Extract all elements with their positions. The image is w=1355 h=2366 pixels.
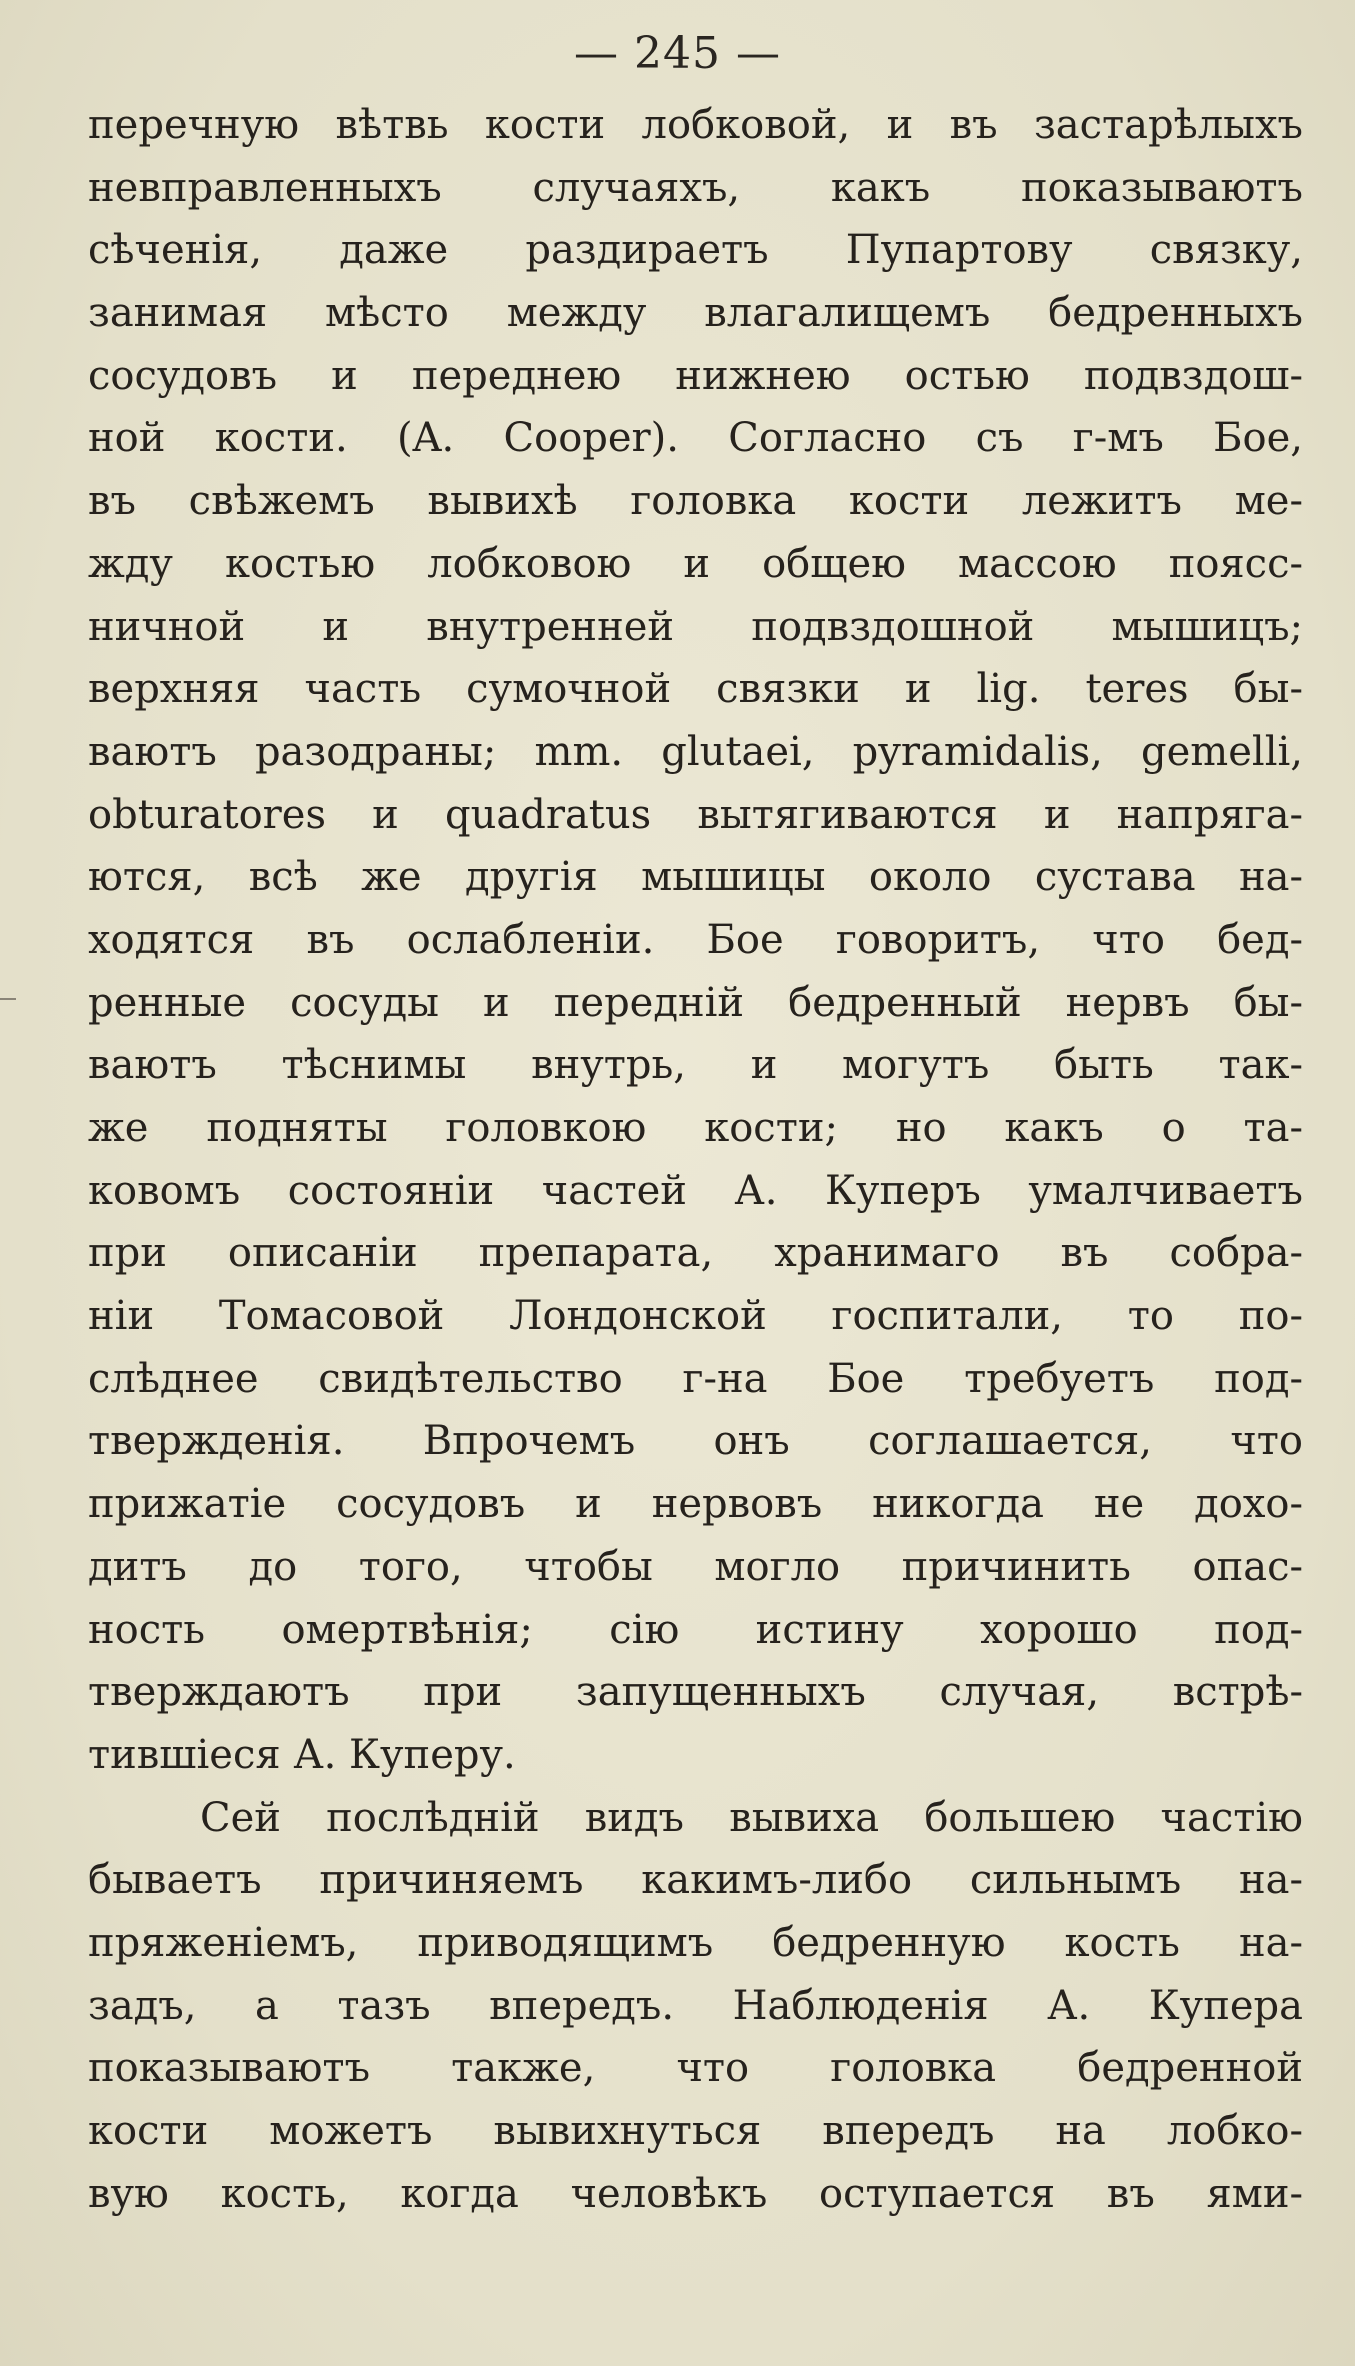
- text-line: ность омертвѣнія; сію истину хорошо под-: [88, 1606, 1303, 1653]
- text-line: сѣченія, даже раздираетъ Пупартову связку,: [88, 227, 1303, 274]
- text-line: жду костью лобковою и общею массою поясс-: [88, 540, 1303, 587]
- text-line: слѣднее свидѣтельство г-на Бое требуетъ под-: [88, 1355, 1303, 1402]
- text-line: ничной и внутренней подвздошной мышицъ;: [88, 603, 1303, 650]
- text-line: бываетъ причиняемъ какимъ-либо сильнымъ на-: [88, 1857, 1303, 1904]
- text-line: невправленныхъ случаяхъ, какъ показываютъ: [88, 164, 1303, 211]
- text-line: сосудовъ и переднею нижнею остью подвздош-: [88, 352, 1303, 399]
- text-line: пряженіемъ, приводящимъ бедренную кость на-: [88, 1919, 1303, 1966]
- text-line: obturatores и quadratus вытягиваются и напряга-: [88, 791, 1303, 838]
- text-line: прижатіе сосудовъ и нервовъ никогда не дохо-: [88, 1481, 1303, 1528]
- text-line: ваютъ тѣснимы внутрь, и могутъ быть так-: [88, 1042, 1303, 1089]
- text-line: при описаніи препарата, хранимаго въ собра-: [88, 1230, 1303, 1277]
- text-line: тверждаютъ при запущенныхъ случая, встрѣ-: [88, 1669, 1303, 1716]
- text-line: показываютъ также, что головка бедренной: [88, 2045, 1303, 2092]
- text-line: же подняты головкою кости; но какъ о та-: [88, 1105, 1303, 1151]
- text-line: кости можетъ вывихнуться впередъ на лобко-: [88, 2108, 1303, 2154]
- text-line: въ свѣжемъ вывихѣ головка кости лежитъ ме-: [88, 478, 1303, 525]
- text-line: ходятся въ ослабленіи. Бое говоритъ, что бед-: [88, 916, 1303, 963]
- text-line: дитъ до того, чтобы могло причинить опас-: [88, 1543, 1303, 1590]
- margin-mark: [0, 998, 16, 1000]
- text-line: вую кость, когда человѣкъ оступается въ ями-: [88, 2170, 1303, 2217]
- text-line: ваютъ разодраны; mm. glutaei, pyramidalis, gemelli,: [88, 728, 1303, 775]
- paragraph-end-line: тившіеся А. Куперу.: [88, 1731, 516, 1778]
- text-line: ной кости. (A. Cooper). Согласно съ г-мъ Бое,: [88, 415, 1303, 462]
- text-line: ніи Томасовой Лондонской госпитали, то по-: [88, 1293, 1303, 1340]
- paragraph-start-line: Сей послѣдній видъ вывиха большею частію: [200, 1794, 1303, 1841]
- text-line: ренные сосуды и передній бедренный нервъ бы-: [88, 979, 1303, 1026]
- page-number: — 245 —: [574, 28, 781, 79]
- text-line: занимая мѣсто между влагалищемъ бедренныхъ: [88, 290, 1303, 337]
- text-line: твержденія. Впрочемъ онъ соглашается, что: [88, 1418, 1303, 1465]
- body-text: [88, 94, 1303, 2225]
- text-line: ковомъ состояніи частей А. Куперъ умалчиваетъ: [88, 1167, 1303, 1214]
- text-line: ются, всѣ же другія мышицы около сустава на-: [88, 854, 1303, 901]
- text-line: перечную вѣтвь кости лобковой, и въ застарѣлыхъ: [88, 102, 1303, 148]
- text-line: верхняя часть сумочной связки и lig. teres бы-: [88, 666, 1303, 713]
- text-line: задъ, а тазъ впередъ. Наблюденія А. Купера: [88, 1982, 1303, 2029]
